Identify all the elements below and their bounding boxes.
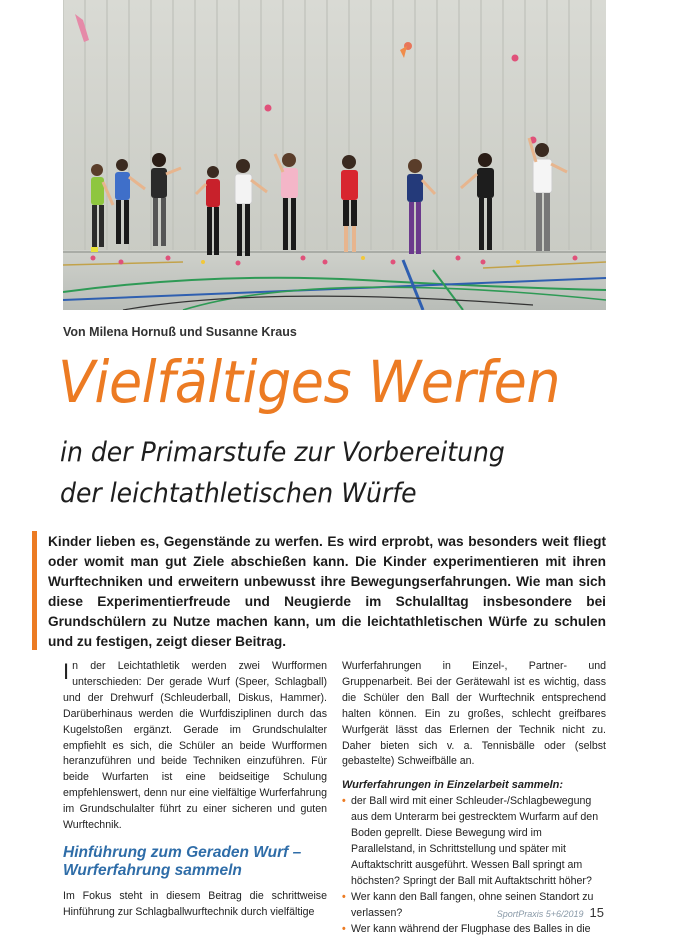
body-paragraph: Im Fokus steht in diesem Beitrag die schrittweise Hinführung zur Schlagballwurftechnik durch vielfältige xyxy=(63,889,327,918)
list-item xyxy=(342,794,606,889)
article-subtitle-line-2: der leichtathletischen Würfe xyxy=(60,478,417,509)
list-item-text: der Ball wird mit einer Schleuder-/Schlagbewegung aus dem Unterarm bei gestrecktem Wurfarm auf den Boden geprellt. Diese Bewegung wird im Parallelstand, in Schrittstellung und später mit Auftaktschritt ausgeführt. Wessen Ball springt am höchsten? Springt der Ball mit Auftaktschritt höher? xyxy=(351,795,599,887)
article-title: Vielfältiges Werfen xyxy=(58,348,561,416)
article-photo xyxy=(63,0,606,310)
bullet-icon: • xyxy=(342,922,346,935)
article-subtitle-line-1: in der Primarstufe zur Vorbereitung xyxy=(60,437,505,468)
bullet-icon: • xyxy=(342,795,346,808)
magazine-name: SportPraxis 5+6/2019 xyxy=(496,909,584,919)
article-intro: Kinder lieben es, Gegenstände zu werfen. Es wird erprobt, was besonders weit fliegt oder womit man gut Ziele abschießen kann. Die Kinder experimentieren mit ihren Wurftechniken und erweitern unbewusst ihre Bewegungserfahrungen. Wie man sich diese Experimentierfreude und Neugierde im Schulalltag insbesondere bei Grundschülern zu Nutze machen kann, um die leichtathletischen Würfe zu schulen und zu festigen, zeigt dieser Beitrag. xyxy=(48,534,606,649)
paragraph-text: n der Leichtathletik werden zwei Wurfformen unterschieden: Der gerade Wurf (Speer, Schlagball) und der Drehwurf (Schleuderball, Diskus, Hammer). Darüberhinaus werden die Wurfdisziplinen durch das Kugelstoßen ergänzt. Gerade im Grundschulalter empfiehlt es sich, die Schüler an beide Wurfformen heranzuführen und beide Techniken einzuführen. Für beide Wurfarten ist eine beidseitige Schulung empfehlenswert, denn nur eine vielfältige Wurferfahrung im Grundschulalter führt zu einer sicheren und guten Wurftechnik. xyxy=(63,660,327,832)
body-column-left xyxy=(63,659,327,921)
author-byline: Von Milena Hornuß und Susanne Kraus xyxy=(63,325,297,339)
page-number: 15 xyxy=(589,905,604,920)
list-item xyxy=(342,922,606,938)
intro-accent-bar xyxy=(32,531,37,650)
list-item-text: Wer kann während der Flugphase des Balles in die xyxy=(351,922,591,935)
subsection-heading: Wurferfahrungen in Einzelarbeit sammeln: xyxy=(342,779,564,792)
drop-cap: I xyxy=(63,659,70,684)
list-item-text: Wer kann den Ball fangen, ohne seinen Standort zu verlassen? xyxy=(351,890,594,919)
body-column-right xyxy=(342,659,606,937)
section-heading: Hinführung zum Geraden Wurf – Wurferfahrung sammeln xyxy=(63,843,302,879)
bullet-icon: • xyxy=(342,890,346,903)
body-paragraph: Wurferfahrungen in Einzel-, Partner- und Gruppenarbeit. Bei der Gerätewahl ist es wichtig, dass die Schüler den Ball der Wurftechnik entsprechend halten können. Ein zu großes, schlecht greifbares Wurfgerät lässt das Erlernen der Technik nicht zu. Daher bieten sich v. a. Tennisbälle oder (selbst gebastelte) Schweifbälle an. xyxy=(342,660,606,768)
page-footer xyxy=(497,905,604,920)
body-paragraph xyxy=(63,659,327,834)
